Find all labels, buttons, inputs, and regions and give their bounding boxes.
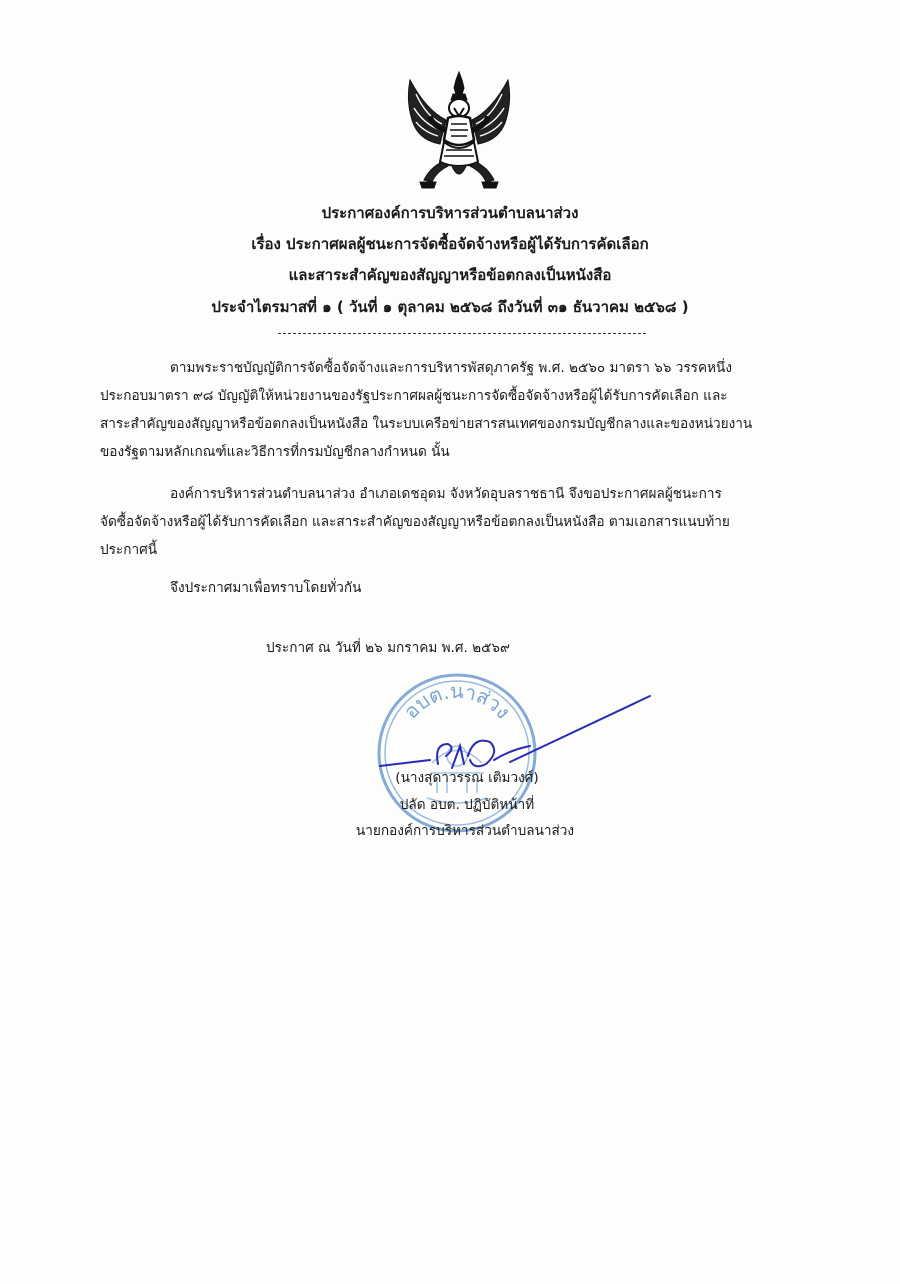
announcement-subject: เรื่อง ประกาศผลผู้ชนะการจัดซื้อจัดจ้างหรือผู้ได้รับการคัดเลือก bbox=[251, 235, 649, 253]
signatory-position: ปลัด อบต. ปฏิบัติหน้าที่ bbox=[399, 797, 535, 813]
garuda-emblem bbox=[396, 70, 522, 194]
paragraph-line: ของรัฐตามหลักเกณฑ์และวิธีการที่กรมบัญชีกลางกำหนด นั้น bbox=[100, 444, 450, 460]
paragraph-line: สาระสำคัญของสัญญาหรือข้อตกลงเป็นหนังสือ ในระบบเครือข่ายสารสนเทศของกรมบัญชีกลางและของหน่วยงาน bbox=[100, 416, 753, 432]
paragraph-line: องค์การบริหารส่วนตำบลนาส่วง อำเภอเดชอุดม จังหวัดอุบลราชธานี จึงขอประกาศผลผู้ชนะการ bbox=[170, 486, 722, 502]
paragraph-line: ประกอบมาตรา ๙๘ บัญญัติให้หน่วยงานของรัฐประกาศผลผู้ชนะการจัดซื้อจัดจ้างหรือผู้ได้รับการคัดเลือก และ bbox=[100, 388, 728, 404]
signatory-name: (นางสุดาวรรณ เติมวงศ์) bbox=[395, 770, 539, 786]
paragraph-line: ประกาศนี้ bbox=[100, 542, 158, 558]
header-divider bbox=[278, 333, 646, 334]
paragraph-line: ตามพระราชบัญญัติการจัดซื้อจัดจ้างและการบริหารพัสดุภาครัฐ พ.ศ. ๒๕๖๐ มาตรา ๖๖ วรรคหนึ่ง bbox=[170, 360, 732, 376]
body-paragraph-2 bbox=[100, 480, 820, 564]
signatory-organization: นายกองค์การบริหารส่วนตำบลนาส่วง bbox=[355, 823, 575, 839]
announcement-date: ประกาศ ณ วันที่ ๒๖ มกราคม พ.ศ. ๒๕๖๙ bbox=[266, 640, 510, 656]
svg-text:อบต.นาส่วง: อบต.นาส่วง bbox=[398, 678, 516, 724]
announcement-subject-continued: และสาระสำคัญของสัญญาหรือข้อตกลงเป็นหนังสือ bbox=[288, 266, 612, 284]
paragraph-line: จัดซื้อจัดจ้างหรือผู้ได้รับการคัดเลือก และสาระสำคัญของสัญญาหรือข้อตกลงเป็นหนังสือ ตามเอกสารแนบท้าย bbox=[100, 514, 730, 530]
body-paragraph-1 bbox=[100, 354, 820, 466]
announcement-title: ประกาศองค์การบริหารส่วนตำบลนาส่วง bbox=[321, 204, 579, 222]
paragraph-line: จึงประกาศมาเพื่อทราบโดยทั่วกัน bbox=[170, 580, 362, 596]
body-paragraph-3 bbox=[100, 574, 820, 602]
announcement-period: ประจำไตรมาสที่ ๑ ( วันที่ ๑ ตุลาคม ๒๕๖๘ ถึงวันที่ ๓๑ ธันวาคม ๒๕๖๘ ) bbox=[211, 298, 689, 316]
